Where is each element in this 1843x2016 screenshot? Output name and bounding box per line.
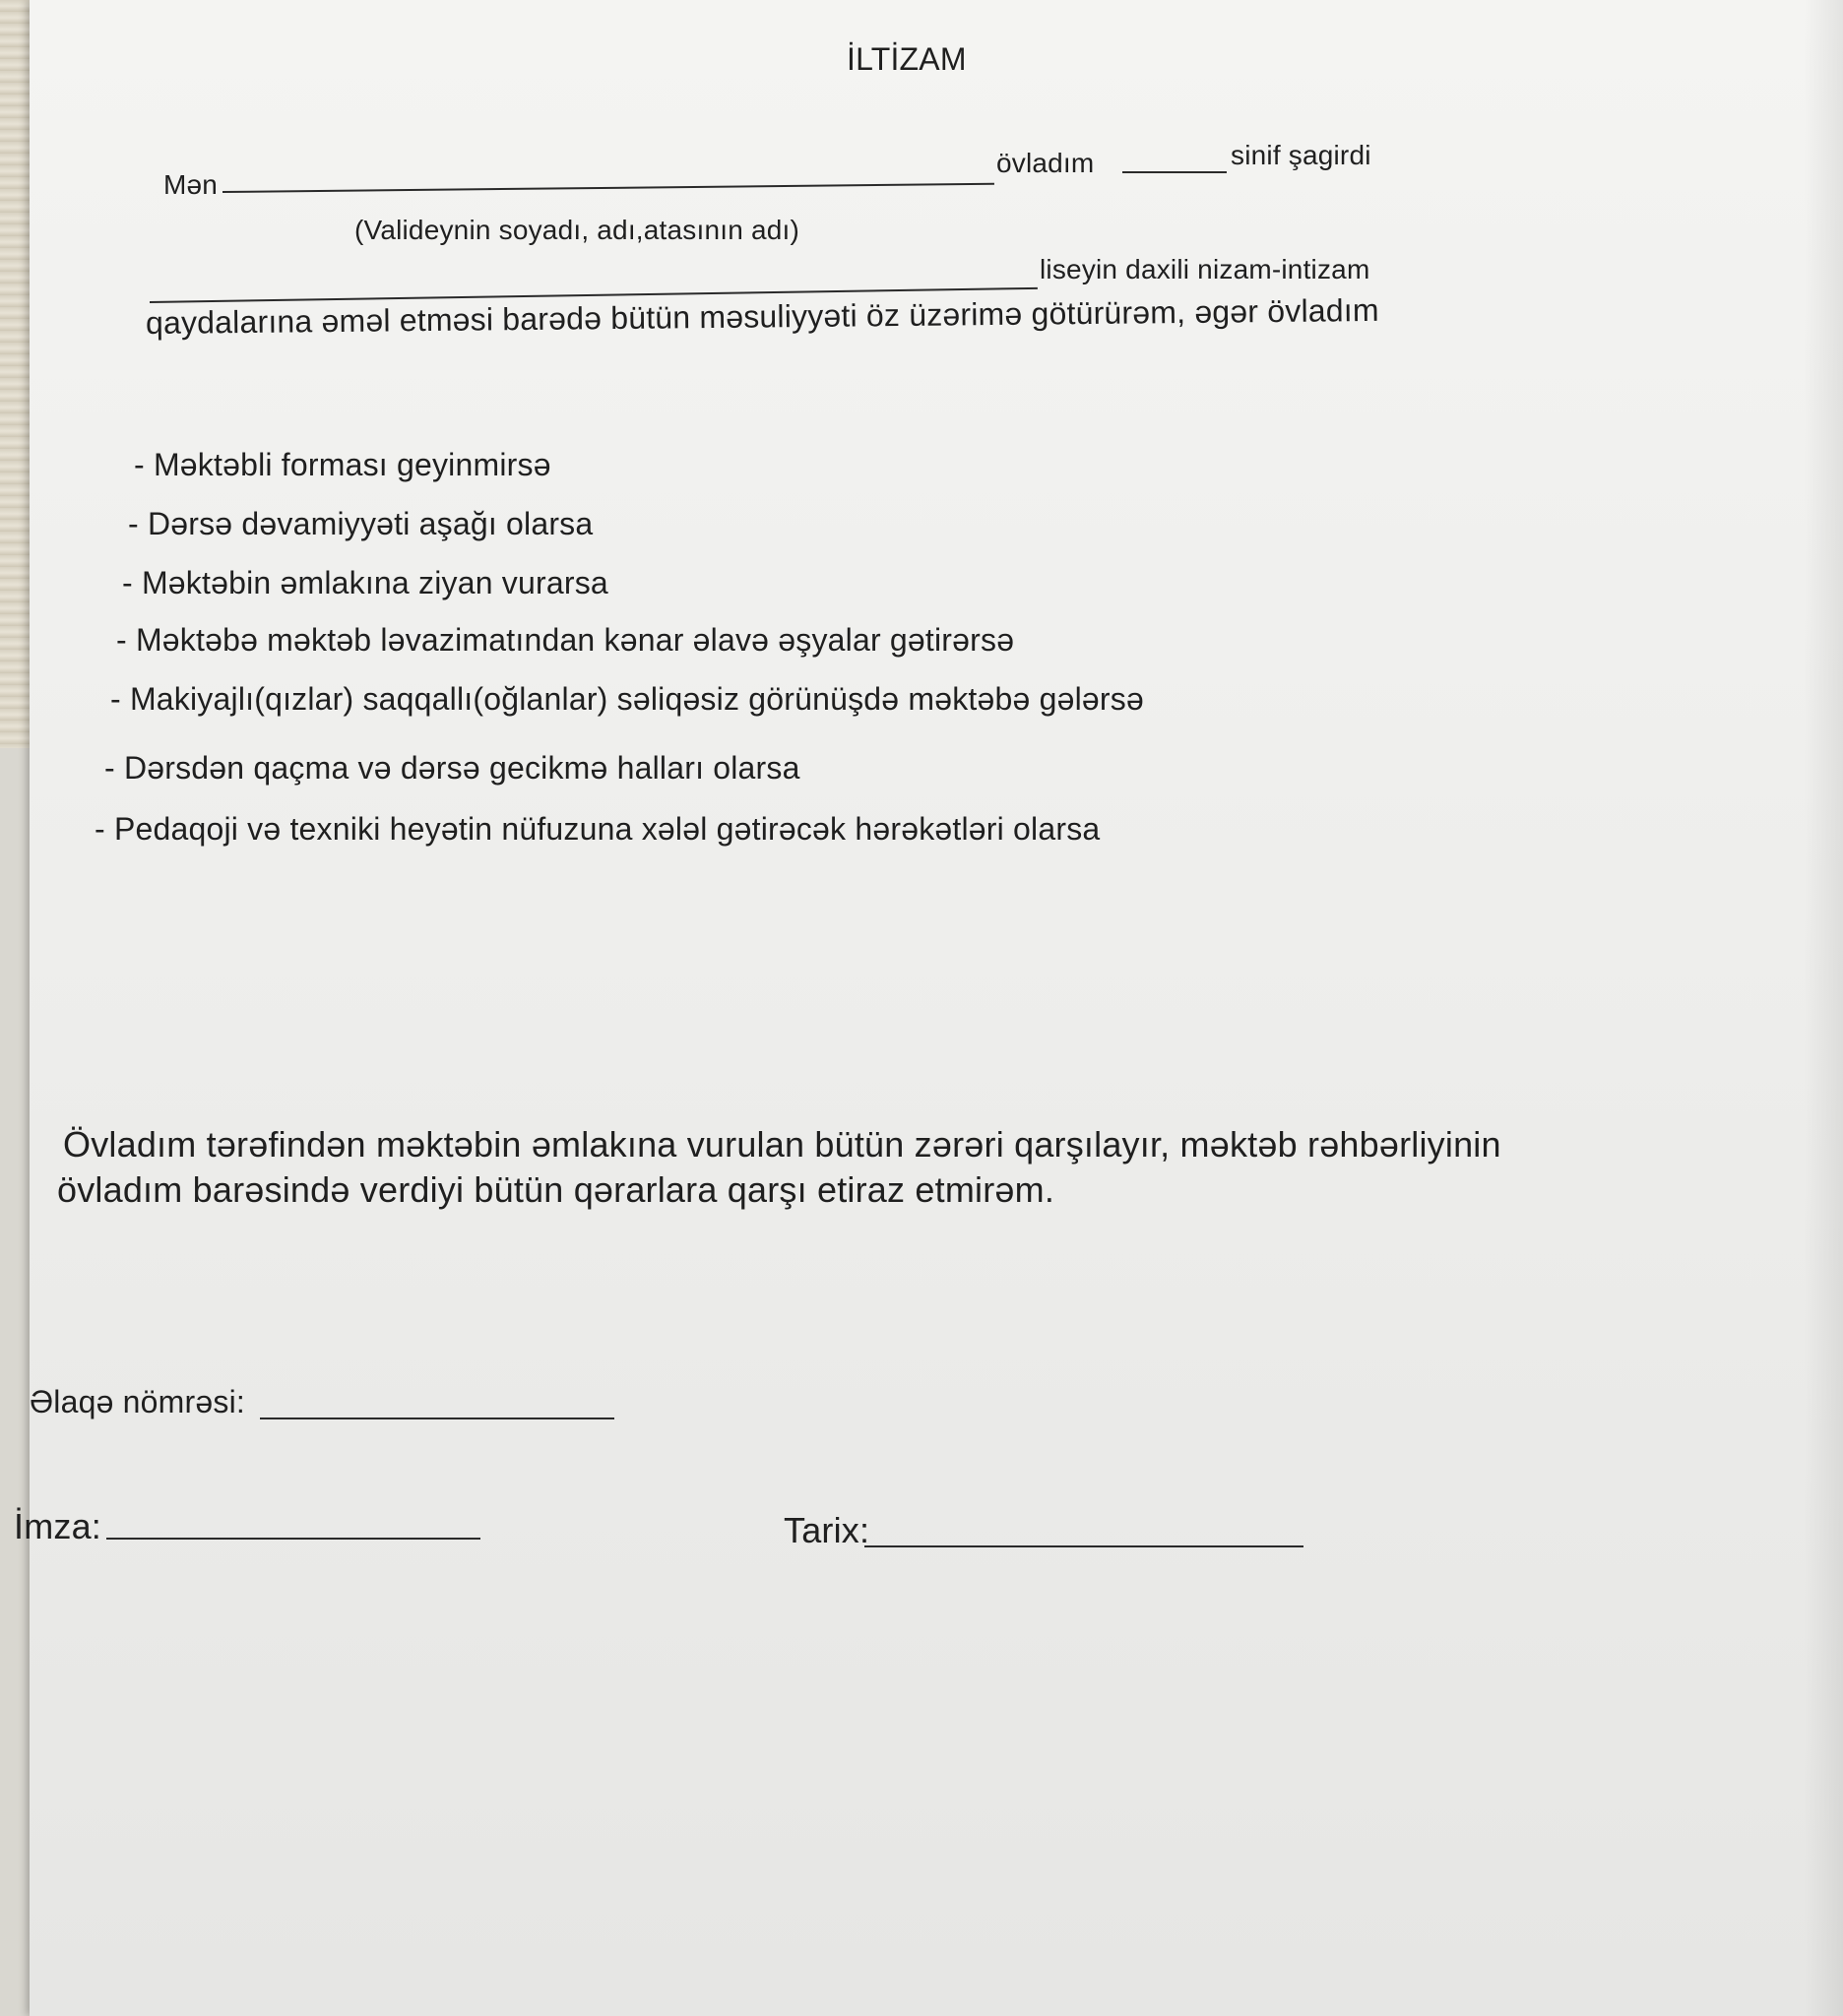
- condition-item: - Makiyajlı(qızlar) saqqallı(oğlanlar) səliqəsiz görünüşdə məktəbə gələrsə: [110, 681, 1144, 717]
- signature-label: İmza:: [14, 1506, 102, 1546]
- parent-caption: (Valideynin soyadı, adı,atasının adı): [354, 215, 800, 245]
- document-title: İLTİZAM: [847, 41, 967, 77]
- condition-item: - Məktəbin əmlakına ziyan vurarsa: [122, 565, 608, 600]
- contact-label: Əlaqə nömrəsi:: [30, 1384, 245, 1419]
- class-label: sinif şagirdi: [1231, 140, 1371, 170]
- condition-item: - Məktəbli forması geyinmirsə: [134, 447, 551, 482]
- closing-line-1: Övladım tərəfindən məktəbin əmlakına vurulan bütün zərəri qarşılayır, məktəb rəhbərliyinin: [63, 1124, 1501, 1165]
- condition-item: - Dərsdən qaçma və dərsə gecikmə halları olarsa: [104, 750, 800, 786]
- contact-blank: [260, 1418, 614, 1419]
- condition-item: - Məktəbə məktəb ləvazimatından kənar əlavə əşyalar gətirərsə: [116, 622, 1015, 658]
- date-blank: [864, 1545, 1303, 1547]
- line2-text: liseyin daxili nizam-intizam: [1040, 254, 1370, 284]
- class-blank: [1122, 171, 1227, 173]
- responsibility-text: qaydalarına əməl etməsi barədə bütün məsuliyyəti öz üzərimə götürürəm, əgər övladım: [145, 291, 1379, 341]
- date-label: Tarix:: [784, 1510, 870, 1550]
- child-label: övladım: [996, 148, 1095, 178]
- closing-line-2: övladım barəsində verdiyi bütün qərarlara qarşı etiraz etmirəm.: [57, 1169, 1055, 1210]
- condition-item: - Dərsə dəvamiyyəti aşağı olarsa: [128, 506, 594, 541]
- prefix-text: Mən: [163, 169, 219, 200]
- paper-shadow: [1804, 0, 1843, 2016]
- signature-blank: [106, 1538, 480, 1540]
- condition-item: - Pedaqoji və texniki heyətin nüfuzuna xələl gətirəcək hərəkətləri olarsa: [95, 811, 1101, 847]
